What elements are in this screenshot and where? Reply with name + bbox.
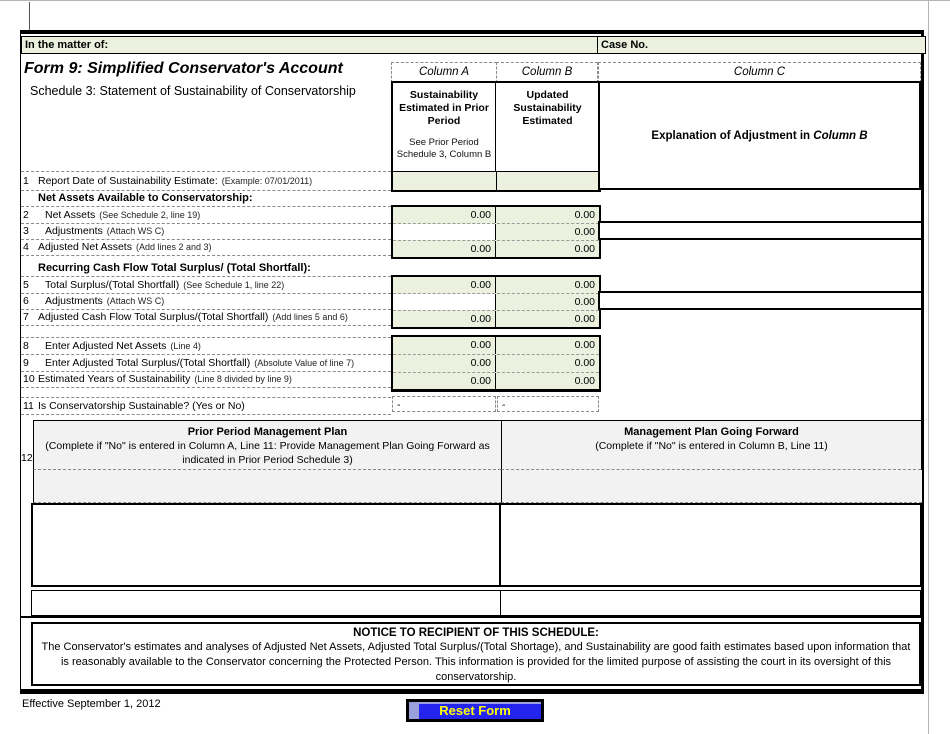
- row2-label: [21, 207, 391, 224]
- notice-box: [31, 622, 921, 686]
- plan-going-forward-header: [501, 420, 921, 470]
- column-c-description: [598, 81, 921, 190]
- row7-number: 7: [23, 311, 29, 323]
- row11-label: [21, 397, 391, 415]
- row6-column-a-input[interactable]: [393, 294, 496, 310]
- columns-ab-description-row: [393, 83, 599, 172]
- row10-values: [393, 372, 599, 389]
- prior-period-plan-header: [33, 420, 501, 470]
- row11-number: 11: [23, 399, 34, 412]
- row6-column-c-input[interactable]: [598, 291, 923, 310]
- plan-going-forward-title: Management Plan Going Forward: [624, 426, 799, 438]
- row5-label: [21, 277, 391, 294]
- row11-column-b-input[interactable]: -: [497, 396, 599, 412]
- row2-values: [393, 207, 599, 223]
- column-a-description: [393, 83, 496, 171]
- plan-section-bottom-border: [20, 616, 922, 618]
- in-the-matter-of-field[interactable]: [21, 36, 601, 54]
- row1-value-cells: [393, 172, 599, 190]
- row7-label: [21, 309, 391, 326]
- row10-label: [21, 371, 391, 388]
- row6-number: 6: [23, 295, 29, 307]
- row8-values: [393, 337, 599, 354]
- row9-column-b-input[interactable]: 0.00: [574, 357, 595, 369]
- column-a-description-note: See Prior Period Schedule 3, Column B: [396, 137, 492, 160]
- row1-number: 1: [23, 175, 29, 187]
- in-the-matter-of-label: In the matter of:: [25, 39, 109, 51]
- row2-column-b-input[interactable]: 0.00: [574, 209, 595, 221]
- row4-values: [393, 240, 599, 257]
- row1-label: [21, 171, 391, 191]
- row8-number: 8: [23, 339, 29, 352]
- row9-label: [21, 354, 391, 372]
- row9-values: [393, 354, 599, 372]
- row5-column-a-input[interactable]: 0.00: [393, 277, 496, 293]
- prior-period-plan-textbox[interactable]: [31, 503, 501, 587]
- table-top-border: [20, 30, 924, 34]
- row4-label-text: Adjusted Net Assets: [38, 241, 132, 253]
- column-b-header: Column B: [496, 62, 598, 83]
- row5-label-text: Total Surplus/(Total Shortfall): [45, 279, 180, 291]
- row11-column-a-input[interactable]: -: [392, 396, 496, 412]
- plan-left-entry-row-2[interactable]: [33, 487, 502, 503]
- column-b-description: [496, 83, 599, 171]
- row4-column-b-input[interactable]: 0.00: [574, 243, 595, 255]
- plan-going-forward-extra-box[interactable]: [500, 590, 921, 616]
- table-right-border: [921, 30, 924, 692]
- row4-number: 4: [23, 241, 29, 253]
- row3-label-text: Adjustments: [45, 225, 103, 237]
- form-title: Form 9: Simplified Conservator's Account: [24, 60, 343, 77]
- table-bottom-border: [20, 689, 924, 694]
- prior-period-plan-note: (Complete if "No" is entered in Column A, Line 11: Provide Management Plan Going Forward as indicated in Prior Period Schedule 3): [45, 440, 490, 466]
- row8-label: [21, 337, 391, 355]
- row2-column-a-input[interactable]: 0.00: [393, 207, 496, 223]
- plan-right-entry-row-1[interactable]: [501, 470, 922, 488]
- row2-label-text: Net Assets: [45, 209, 96, 221]
- app-top-edge: [0, 0, 950, 1]
- row9-column-a-input[interactable]: 0.00: [393, 355, 496, 372]
- row10-label-text: Estimated Years of Sustainability: [38, 373, 191, 385]
- schedule-subtitle: Schedule 3: Statement of Sustainability of Conservatorship: [30, 84, 356, 98]
- reset-form-button[interactable]: Reset Form: [406, 699, 544, 722]
- row8-column-a-input[interactable]: 0.00: [393, 337, 496, 354]
- row7-column-b-input[interactable]: 0.00: [574, 313, 595, 325]
- section-net-assets-heading: Net Assets Available to Conservatorship:: [21, 189, 391, 207]
- row9-number: 9: [23, 356, 29, 369]
- row1-note: (Example: 07/01/2011): [221, 176, 313, 186]
- row6-label-text: Adjustments: [45, 295, 103, 307]
- row10-column-a-input[interactable]: 0.00: [393, 373, 496, 389]
- column-b-description-title: Updated Sustainability Estimated: [513, 89, 582, 127]
- value-group-rows-8-10: [391, 335, 601, 392]
- row10-note: (Line 8 divided by line 9): [194, 374, 292, 384]
- section-cash-flow-heading: Recurring Cash Flow Total Surplus/ (Total Shortfall):: [21, 255, 391, 277]
- row7-values: [393, 310, 599, 327]
- row12-number: 12: [21, 452, 33, 464]
- row7-note: (Add lines 5 and 6): [272, 312, 348, 322]
- app-right-edge: [928, 0, 929, 734]
- column-a-description-title: Sustainability Estimated in Prior Period: [399, 89, 489, 127]
- row3-column-b-input[interactable]: 0.00: [574, 226, 595, 238]
- row6-values: [393, 293, 599, 310]
- column-c-description-emphasis: Column B: [813, 129, 868, 142]
- row11-label-text: Is Conservatorship Sustainable? (Yes or No): [38, 399, 245, 412]
- row8-label-text: Enter Adjusted Net Assets: [45, 339, 167, 352]
- row6-note: (Attach WS C): [106, 296, 165, 306]
- case-no-field[interactable]: [597, 36, 926, 54]
- plan-going-forward-note: (Complete if "No" is entered in Column B, Line 11): [595, 440, 828, 452]
- row3-column-a-input[interactable]: [393, 224, 496, 240]
- row3-column-c-input[interactable]: [598, 221, 923, 240]
- row6-label: [21, 293, 391, 310]
- plan-right-entry-row-2[interactable]: [501, 487, 922, 503]
- column-c-description-text: Explanation of Adjustment in: [651, 129, 814, 142]
- row1-column-a-input[interactable]: [393, 172, 497, 190]
- row7-label-text: Adjusted Cash Flow Total Surplus/(Total Shortfall): [38, 311, 269, 323]
- row7-column-a-input[interactable]: 0.00: [393, 311, 496, 327]
- row9-label-text: Enter Adjusted Total Surplus/(Total Shortfall): [45, 356, 251, 369]
- row9-note: (Absolute Value of line 7): [254, 357, 355, 368]
- columns-ab-description-box: [391, 81, 601, 192]
- row10-column-b-input[interactable]: 0.00: [574, 375, 595, 387]
- value-group-rows-5-7: [391, 275, 601, 329]
- row5-values: [393, 277, 599, 293]
- notice-body: The Conservator's estimates and analyses of Adjusted Net Assets, Adjusted Total Surplus/(Total Shortage), and Sustainability are good faith estimates based upon information that is reasonably available to the Conservator concerning the Protected Person. This information is provided for the limited purpose of assisting the court in its oversight of this conservatorship.: [41, 641, 911, 683]
- row8-column-b-input[interactable]: 0.00: [574, 339, 595, 351]
- effective-date: Effective September 1, 2012: [22, 698, 161, 710]
- case-no-label: Case No.: [601, 39, 649, 51]
- prior-period-plan-title: Prior Period Management Plan: [187, 426, 348, 438]
- row3-values: [393, 223, 599, 240]
- row3-note: (Attach WS C): [106, 226, 165, 236]
- row5-number: 5: [23, 279, 29, 291]
- row3-label: [21, 223, 391, 240]
- column-a-header: Column A: [391, 62, 497, 83]
- app-column-guide: [29, 2, 30, 30]
- row5-column-b-input[interactable]: 0.00: [574, 279, 595, 291]
- row3-number: 3: [23, 225, 29, 237]
- row2-number: 2: [23, 209, 29, 221]
- row4-note: (Add lines 2 and 3): [135, 242, 212, 252]
- row6-column-b-input[interactable]: 0.00: [574, 296, 595, 308]
- row5-note: (See Schedule 1, line 22): [183, 280, 285, 290]
- prior-period-plan-extra-box[interactable]: [31, 590, 501, 616]
- row1-label-text: Report Date of Sustainability Estimate:: [38, 175, 218, 187]
- row4-label: [21, 239, 391, 256]
- plan-going-forward-textbox[interactable]: [499, 503, 922, 587]
- row2-note: (See Schedule 2, line 19): [99, 210, 201, 220]
- notice-title: NOTICE TO RECIPIENT OF THIS SCHEDULE:: [353, 627, 599, 639]
- row8-note: (Line 4): [170, 340, 201, 351]
- row1-column-b-input[interactable]: [497, 172, 599, 190]
- row4-column-a-input[interactable]: 0.00: [393, 241, 496, 257]
- row10-number: 10: [23, 373, 35, 385]
- value-group-rows-2-4: [391, 205, 601, 259]
- plan-left-entry-row-1[interactable]: [33, 470, 502, 488]
- column-c-header: Column C: [598, 62, 921, 83]
